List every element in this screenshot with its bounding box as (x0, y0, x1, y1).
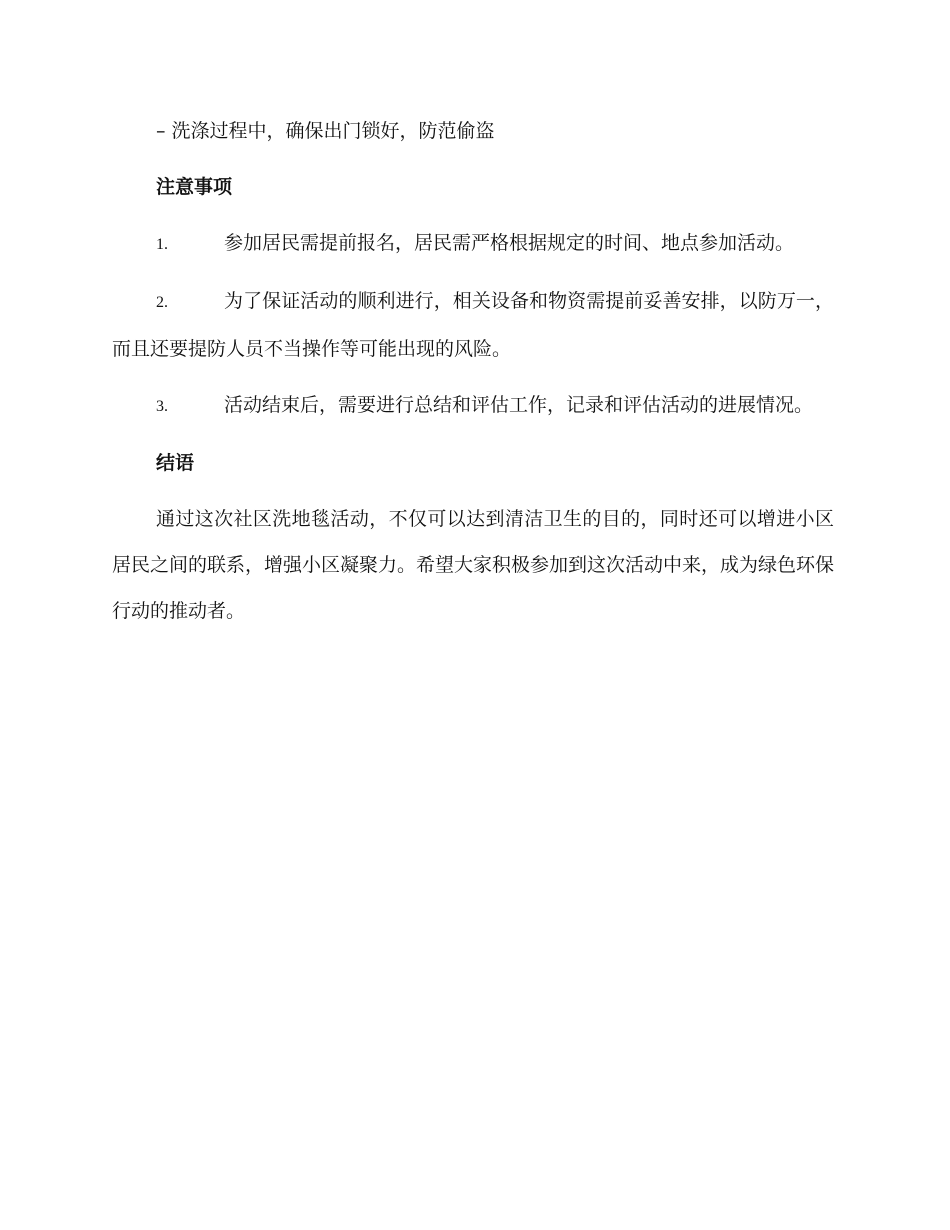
list-item (112, 382, 834, 430)
conclusion-heading: 结语 (156, 452, 195, 474)
list-item-text: 为了保证活动的顺利进行，相关设备和物资需提前妥善安排，以防万一，而且还要提防人员不当操作等可能出现的风险。 (112, 290, 834, 360)
list-item-number: 1. (156, 236, 168, 253)
list-item-text: 活动结束后，需要进行总结和评估工作，记录和评估活动的进展情况。 (224, 394, 814, 416)
list-item-text: 参加居民需提前报名，居民需严格根据规定的时间、地点参加活动。 (224, 232, 795, 254)
document-page (112, 108, 834, 646)
list-item-number: 3. (156, 398, 168, 415)
intro-bullet-line: – 洗涤过程中，确保出门锁好，防范偷盗 (156, 120, 495, 142)
list-item (112, 278, 834, 372)
notes-heading: 注意事项 (156, 176, 233, 198)
list-item (112, 220, 834, 268)
conclusion-paragraph: 通过这次社区洗地毯活动，不仅可以达到清洁卫生的目的，同时还可以增进小区居民之间的联系，增强小区凝聚力。希望大家积极参加到这次活动中来，成为绿色环保行动的推动者。 (112, 508, 835, 622)
list-item-number: 2. (156, 294, 168, 311)
